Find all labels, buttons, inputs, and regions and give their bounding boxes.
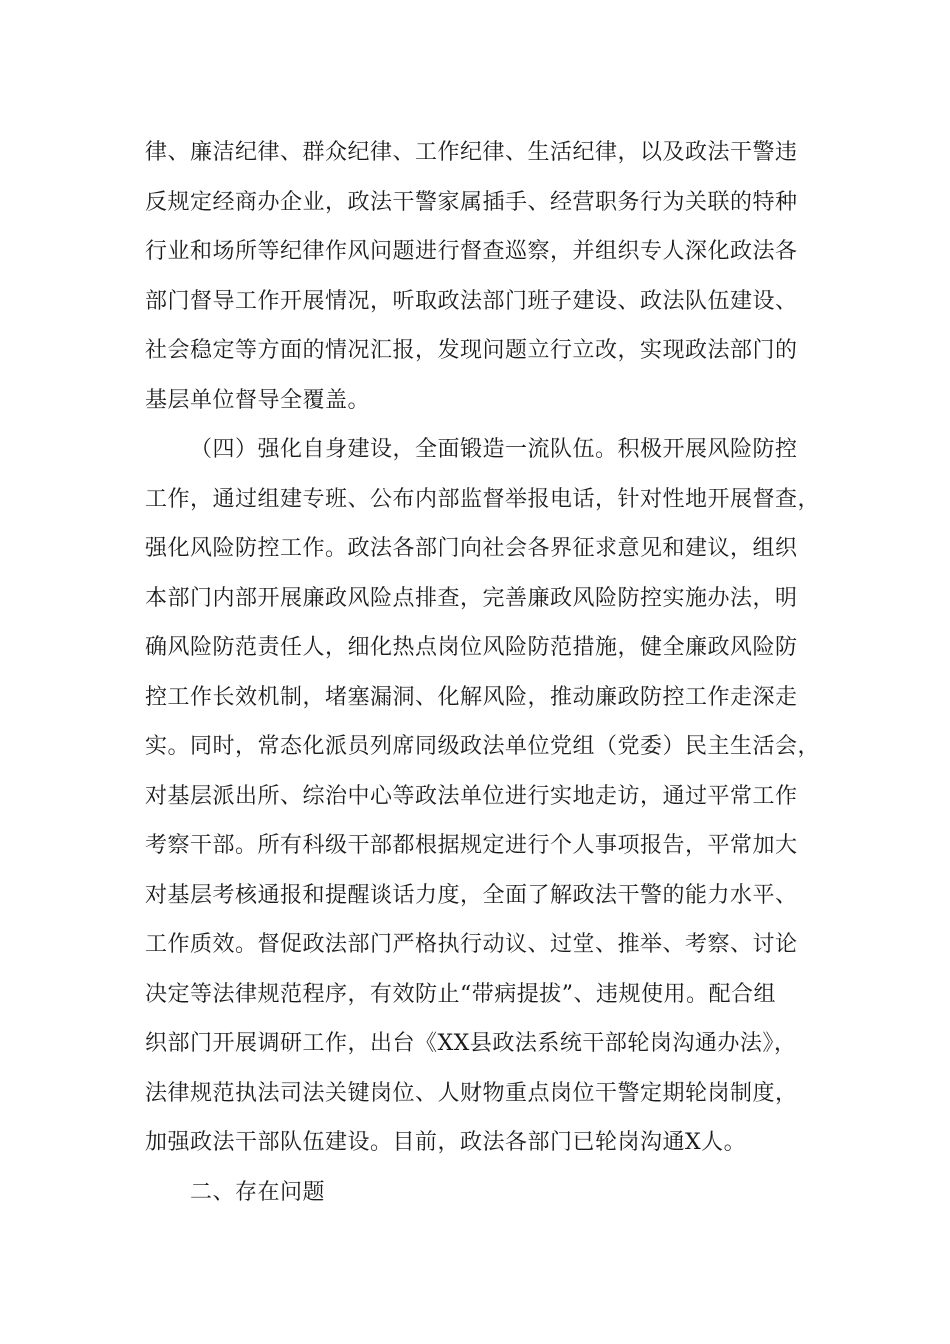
paragraph-line: 强化风险防控工作。政法各部门向社会各界征求意见和建议，组织 (145, 536, 798, 561)
paragraph-line: 决定等法律规范程序，有效防止“带病提拔”、违规使用。配合组 (145, 981, 776, 1007)
paragraph-line: 社会稳定等方面的情况汇报，发现问题立行立改，实现政法部门的 (145, 338, 798, 363)
paragraph-line: 控工作长效机制，堵塞漏洞、化解风险，推动廉政防控工作走深走 (145, 684, 798, 710)
paragraph-line: 织部门开展调研工作，出台《XX县政法系统干部轮岗沟通办法》， (145, 1031, 797, 1056)
paragraph-line: 实。同时，常态化派员列席同级政法单位党组（党委）民主生活会， (145, 734, 821, 759)
paragraph-line: 对基层考核通报和提醒谈话力度，全面了解政法干警的能力水平、 (145, 882, 798, 908)
paragraph-line: 工作，通过组建专班、公布内部监督举报电话，针对性地开展督查， (145, 486, 821, 512)
section-heading: 二、存在问题 (190, 1179, 326, 1205)
section-heading-line: （四）强化自身建设，全面锻造一流队伍。积极开展风险防控 (190, 437, 798, 462)
paragraph-line: 律、廉洁纪律、群众纪律、工作纪律、生活纪律，以及政法干警违 (145, 140, 798, 165)
paragraph-line: 加强政法干部队伍建设。目前，政法各部门已轮岗沟通X人。 (145, 1130, 747, 1155)
paragraph-line: 考察干部。所有科级干部都根据规定进行个人事项报告，平常加大 (145, 833, 798, 858)
paragraph-line: 反规定经商办企业，政法干警家属插手、经营职务行为关联的特种 (145, 189, 798, 215)
paragraph-line: 确风险防范责任人，细化热点岗位风险防范措施，健全廉政风险防 (145, 635, 798, 660)
paragraph-line: 工作质效。督促政法部门严格执行动议、过堂、推举、考察、讨论 (145, 932, 798, 957)
paragraph-line: 本部门内部开展廉政风险点排查，完善廉政风险防控实施办法，明 (145, 585, 798, 611)
paragraph-line: 行业和场所等纪律作风问题进行督查巡察，并组织专人深化政法各 (145, 239, 798, 264)
document-body (145, 128, 825, 1217)
paragraph-line: 对基层派出所、综治中心等政法单位进行实地走访，通过平常工作 (145, 783, 798, 809)
paragraph-line: 部门督导工作开展情况，听取政法部门班子建设、政法队伍建设、 (145, 288, 798, 314)
paragraph-line: 法律规范执法司法关键岗位、人财物重点岗位干警定期轮岗制度， (145, 1080, 798, 1106)
paragraph-line: 基层单位督导全覆盖。 (145, 387, 371, 413)
